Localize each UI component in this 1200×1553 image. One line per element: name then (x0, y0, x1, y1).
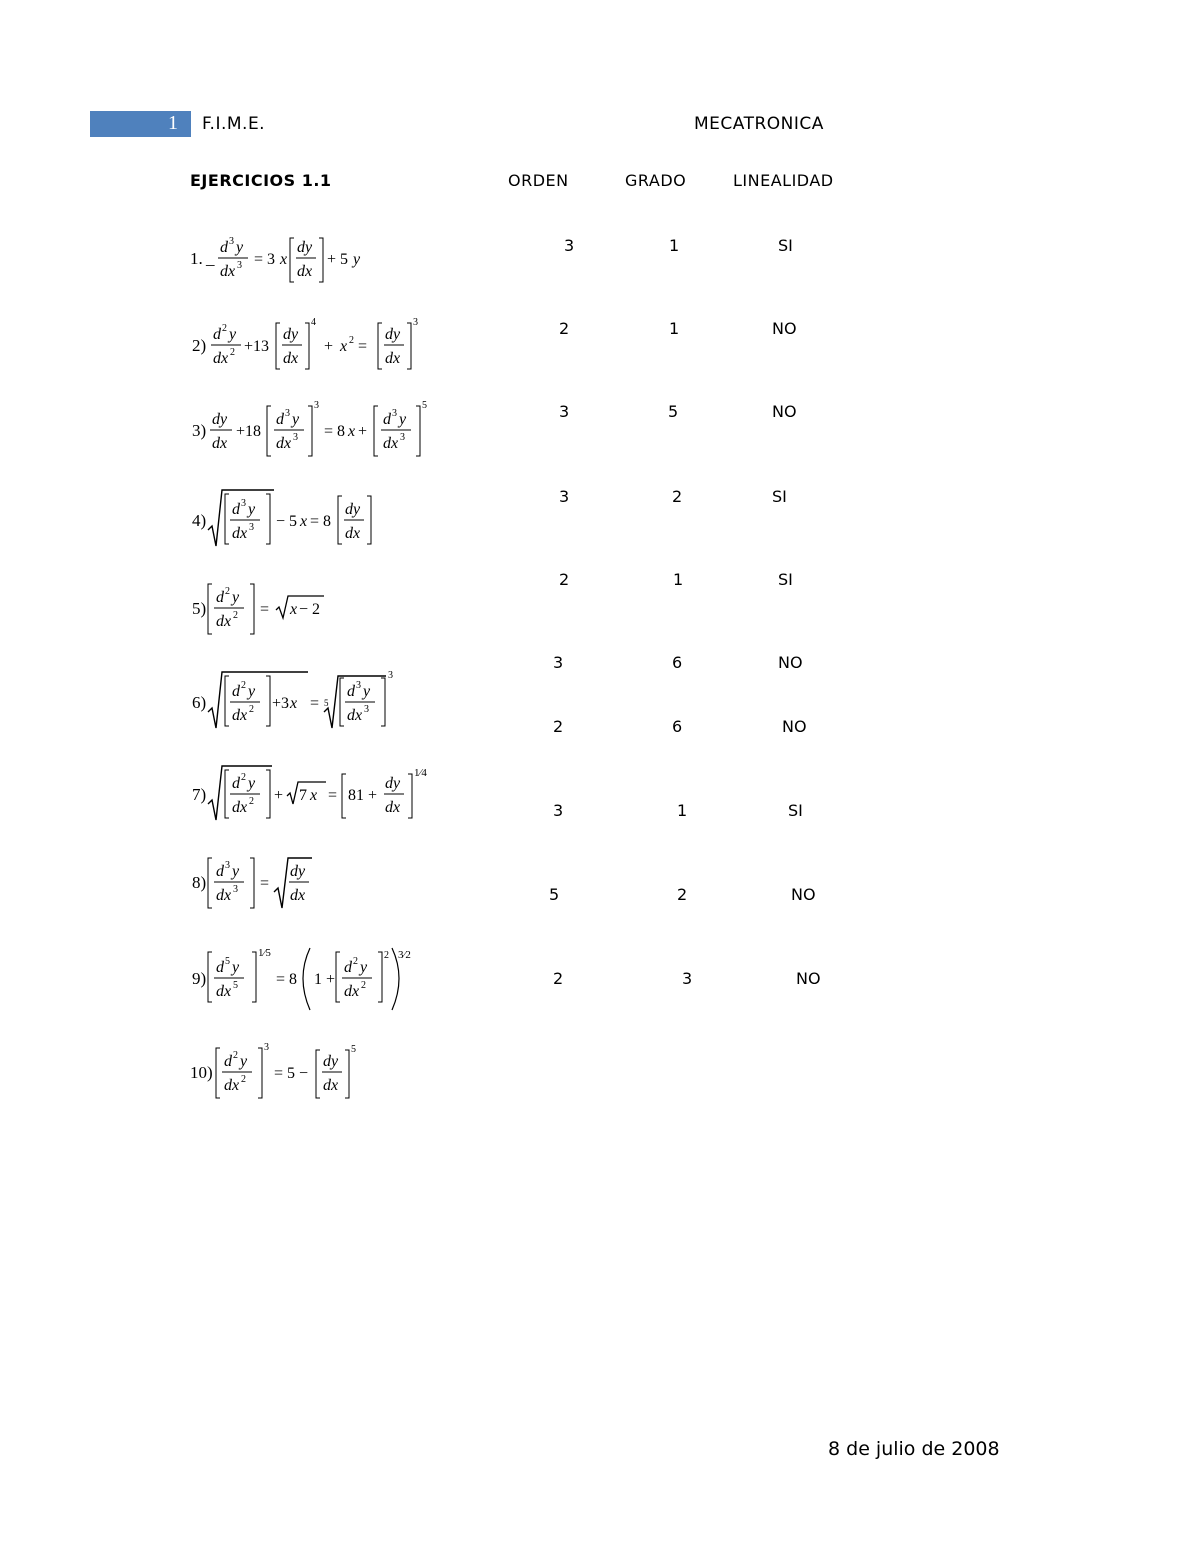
orden-value: 3 (553, 653, 564, 672)
svg-text:dy: dy (283, 326, 299, 343)
equation-label: 9) (192, 969, 207, 988)
svg-text:dy: dy (385, 326, 401, 343)
svg-text:= 8: = 8 (310, 513, 332, 530)
svg-text:− 5: − 5 (276, 513, 298, 530)
orden-value: 2 (559, 319, 570, 338)
svg-text:x: x (280, 251, 288, 268)
svg-text:= 8: = 8 (324, 423, 346, 440)
svg-text:d: d (347, 683, 355, 700)
equation-label: 3) (192, 421, 207, 440)
orden-value: 2 (553, 969, 564, 988)
svg-text:y: y (353, 251, 361, 268)
orden-value: 3 (553, 801, 564, 820)
svg-text:dx: dx (216, 613, 232, 630)
svg-text:y: y (236, 239, 244, 256)
svg-text:dx: dx (383, 435, 399, 452)
grado-value: 5 (668, 402, 679, 421)
svg-text:+13: +13 (244, 338, 270, 355)
svg-text:y: y (240, 1053, 248, 1070)
equation-label: 7) (192, 785, 207, 804)
equation-1-formula (186, 230, 386, 290)
linealidad-value: SI (788, 801, 803, 820)
svg-text:2: 2 (361, 980, 366, 991)
svg-text:5: 5 (225, 956, 230, 967)
svg-text:81 +: 81 + (348, 787, 378, 804)
svg-text:3: 3 (314, 400, 319, 411)
svg-text:dx: dx (220, 263, 236, 280)
equation-6-formula (186, 668, 416, 734)
svg-text:dx: dx (385, 799, 401, 816)
svg-text:2: 2 (349, 335, 354, 346)
svg-text:3⁄2: 3⁄2 (398, 949, 411, 961)
svg-text:d: d (344, 959, 352, 976)
svg-text:7: 7 (299, 787, 307, 804)
column-header-linealidad: LINEALIDAD (733, 171, 834, 190)
svg-text:1⁄4: 1⁄4 (414, 767, 427, 779)
school-name: F.I.M.E. (202, 114, 266, 134)
svg-text:3: 3 (225, 860, 230, 871)
svg-text:y: y (399, 411, 407, 428)
svg-text:dx: dx (345, 525, 361, 542)
svg-text:dx: dx (216, 887, 232, 904)
svg-text:dx: dx (216, 983, 232, 1000)
grado-value: 2 (677, 885, 688, 904)
grado-value: 1 (677, 801, 688, 820)
svg-text:y: y (232, 589, 240, 606)
svg-text:3: 3 (241, 498, 246, 509)
svg-text:d: d (216, 863, 224, 880)
equation-9-formula (186, 944, 446, 1016)
svg-text:=: = (328, 787, 338, 804)
svg-text:d: d (216, 589, 224, 606)
orden-value: 3 (564, 236, 575, 255)
linealidad-value: SI (778, 570, 793, 589)
footer-date: 8 de julio de 2008 (828, 1438, 1000, 1460)
equation-9 (186, 944, 446, 1020)
svg-text:dx: dx (232, 799, 248, 816)
grado-value: 2 (672, 487, 683, 506)
linealidad-value: NO (772, 402, 797, 421)
svg-text:3: 3 (356, 680, 361, 691)
svg-text:d: d (276, 411, 284, 428)
svg-text:_: _ (206, 249, 215, 268)
svg-text:d: d (232, 501, 240, 518)
svg-text:dx: dx (276, 435, 292, 452)
equation-8-formula (186, 854, 346, 914)
svg-text:dy: dy (297, 239, 313, 256)
linealidad-value: NO (796, 969, 821, 988)
svg-text:x: x (340, 338, 348, 355)
svg-text:− 2: − 2 (299, 601, 321, 618)
linealidad-value: NO (791, 885, 816, 904)
column-header-orden: ORDEN (508, 171, 569, 190)
svg-text:y: y (360, 959, 368, 976)
linealidad-value: NO (778, 653, 803, 672)
equation-label: 10) (190, 1063, 213, 1082)
svg-text:x: x (310, 787, 318, 804)
svg-text:5: 5 (422, 400, 427, 411)
grado-value: 1 (669, 319, 680, 338)
svg-text:2: 2 (225, 586, 230, 597)
svg-text:dx: dx (283, 350, 299, 367)
svg-text:3: 3 (400, 432, 405, 443)
svg-text:3: 3 (249, 522, 254, 533)
svg-text:dx: dx (224, 1077, 240, 1094)
equation-4 (186, 486, 396, 556)
section-title: EJERCICIOS 1.1 (190, 171, 332, 190)
grado-value: 3 (682, 969, 693, 988)
equation-5-formula (186, 580, 346, 640)
svg-text:d: d (213, 326, 221, 343)
svg-text:d: d (220, 239, 228, 256)
program-name: MECATRONICA (694, 114, 824, 134)
orden-value: 2 (553, 717, 564, 736)
equation-4-formula (186, 486, 396, 552)
svg-text:y: y (232, 959, 240, 976)
svg-text:dx: dx (344, 983, 360, 1000)
svg-text:3: 3 (364, 704, 369, 715)
svg-text:2: 2 (353, 956, 358, 967)
orden-value: 3 (559, 402, 570, 421)
svg-text:y: y (229, 326, 237, 343)
svg-text:+ 5: + 5 (327, 251, 349, 268)
svg-text:y: y (248, 501, 256, 518)
svg-text:3: 3 (413, 317, 418, 328)
svg-text:5: 5 (324, 698, 329, 708)
svg-text:y: y (363, 683, 371, 700)
svg-text:=: = (310, 695, 320, 712)
svg-text:2: 2 (230, 347, 235, 358)
svg-text:x: x (290, 695, 298, 712)
svg-text:+: + (324, 338, 334, 355)
svg-text:2: 2 (222, 323, 227, 334)
svg-text:2: 2 (233, 1050, 238, 1061)
svg-text:d: d (383, 411, 391, 428)
svg-text:dx: dx (290, 887, 306, 904)
svg-text:dx: dx (232, 525, 248, 542)
svg-text:+: + (274, 787, 284, 804)
svg-text:3: 3 (388, 670, 393, 681)
equation-2 (186, 313, 446, 381)
equation-label: 6) (192, 693, 207, 712)
equation-3 (186, 398, 456, 466)
svg-text:x: x (348, 423, 356, 440)
svg-text:d: d (224, 1053, 232, 1070)
svg-text:dy: dy (212, 411, 228, 428)
svg-text:dy: dy (385, 775, 401, 792)
equation-label: 5) (192, 599, 207, 618)
svg-text:2: 2 (249, 704, 254, 715)
equation-6 (186, 668, 416, 738)
svg-text:dx: dx (212, 435, 228, 452)
svg-text:y: y (292, 411, 300, 428)
equation-7-formula (186, 762, 446, 828)
svg-text:=: = (358, 338, 368, 355)
equation-8 (186, 854, 346, 918)
linealidad-value: NO (782, 717, 807, 736)
svg-text:dx: dx (232, 707, 248, 724)
svg-text:2: 2 (249, 796, 254, 807)
svg-text:dy: dy (290, 863, 306, 880)
svg-text:1⁄5: 1⁄5 (258, 947, 271, 959)
equation-label: 2) (192, 336, 207, 355)
svg-text:= 8: = 8 (276, 971, 298, 988)
grado-value: 1 (673, 570, 684, 589)
grado-value: 1 (669, 236, 680, 255)
svg-text:= 3: = 3 (254, 251, 276, 268)
svg-text:y: y (232, 863, 240, 880)
column-header-grado: GRADO (625, 171, 687, 190)
svg-text:5: 5 (351, 1044, 356, 1055)
equation-label: 1. (190, 249, 203, 268)
equation-3-formula (186, 398, 456, 462)
svg-text:+18: +18 (236, 423, 262, 440)
linealidad-value: SI (772, 487, 787, 506)
svg-text:d: d (232, 775, 240, 792)
svg-text:+3: +3 (272, 695, 290, 712)
grado-value: 6 (672, 653, 683, 672)
svg-text:2: 2 (241, 680, 246, 691)
svg-text:dx: dx (297, 263, 313, 280)
svg-text:dy: dy (323, 1053, 339, 1070)
svg-text:3: 3 (264, 1042, 269, 1053)
svg-text:x: x (300, 513, 308, 530)
svg-text:dx: dx (385, 350, 401, 367)
grado-value: 6 (672, 717, 683, 736)
linealidad-value: NO (772, 319, 797, 338)
svg-text:2: 2 (241, 772, 246, 783)
svg-text:3: 3 (237, 260, 242, 271)
svg-text:3: 3 (293, 432, 298, 443)
svg-text:3: 3 (233, 884, 238, 895)
svg-text:= 5 −: = 5 − (274, 1065, 309, 1082)
svg-text:y: y (248, 775, 256, 792)
equation-7 (186, 762, 446, 832)
svg-text:2: 2 (384, 950, 389, 961)
orden-value: 2 (559, 570, 570, 589)
svg-text:=: = (260, 601, 270, 618)
svg-text:dx: dx (323, 1077, 339, 1094)
svg-text:2: 2 (241, 1074, 246, 1085)
svg-text:dx: dx (213, 350, 229, 367)
svg-text:3: 3 (392, 408, 397, 419)
svg-text:dx: dx (347, 707, 363, 724)
svg-text:d: d (216, 959, 224, 976)
svg-text:y: y (248, 683, 256, 700)
orden-value: 3 (559, 487, 570, 506)
svg-text:5: 5 (233, 980, 238, 991)
equation-10 (186, 1042, 386, 1108)
svg-text:3: 3 (285, 408, 290, 419)
svg-text:x: x (290, 601, 298, 618)
svg-text:+: + (358, 423, 368, 440)
svg-text:dy: dy (345, 501, 361, 518)
equation-1 (186, 230, 386, 294)
orden-value: 5 (549, 885, 560, 904)
equation-label: 4) (192, 511, 207, 530)
equation-10-formula (186, 1042, 386, 1104)
svg-text:=: = (260, 875, 270, 892)
equation-5 (186, 580, 346, 644)
page-number: 1 (168, 112, 178, 134)
svg-text:4: 4 (311, 317, 316, 328)
linealidad-value: SI (778, 236, 793, 255)
svg-text:1 +: 1 + (314, 971, 336, 988)
equation-label: 8) (192, 873, 207, 892)
svg-text:d: d (232, 683, 240, 700)
equation-2-formula (186, 313, 446, 377)
svg-text:3: 3 (229, 236, 234, 247)
svg-text:2: 2 (233, 610, 238, 621)
